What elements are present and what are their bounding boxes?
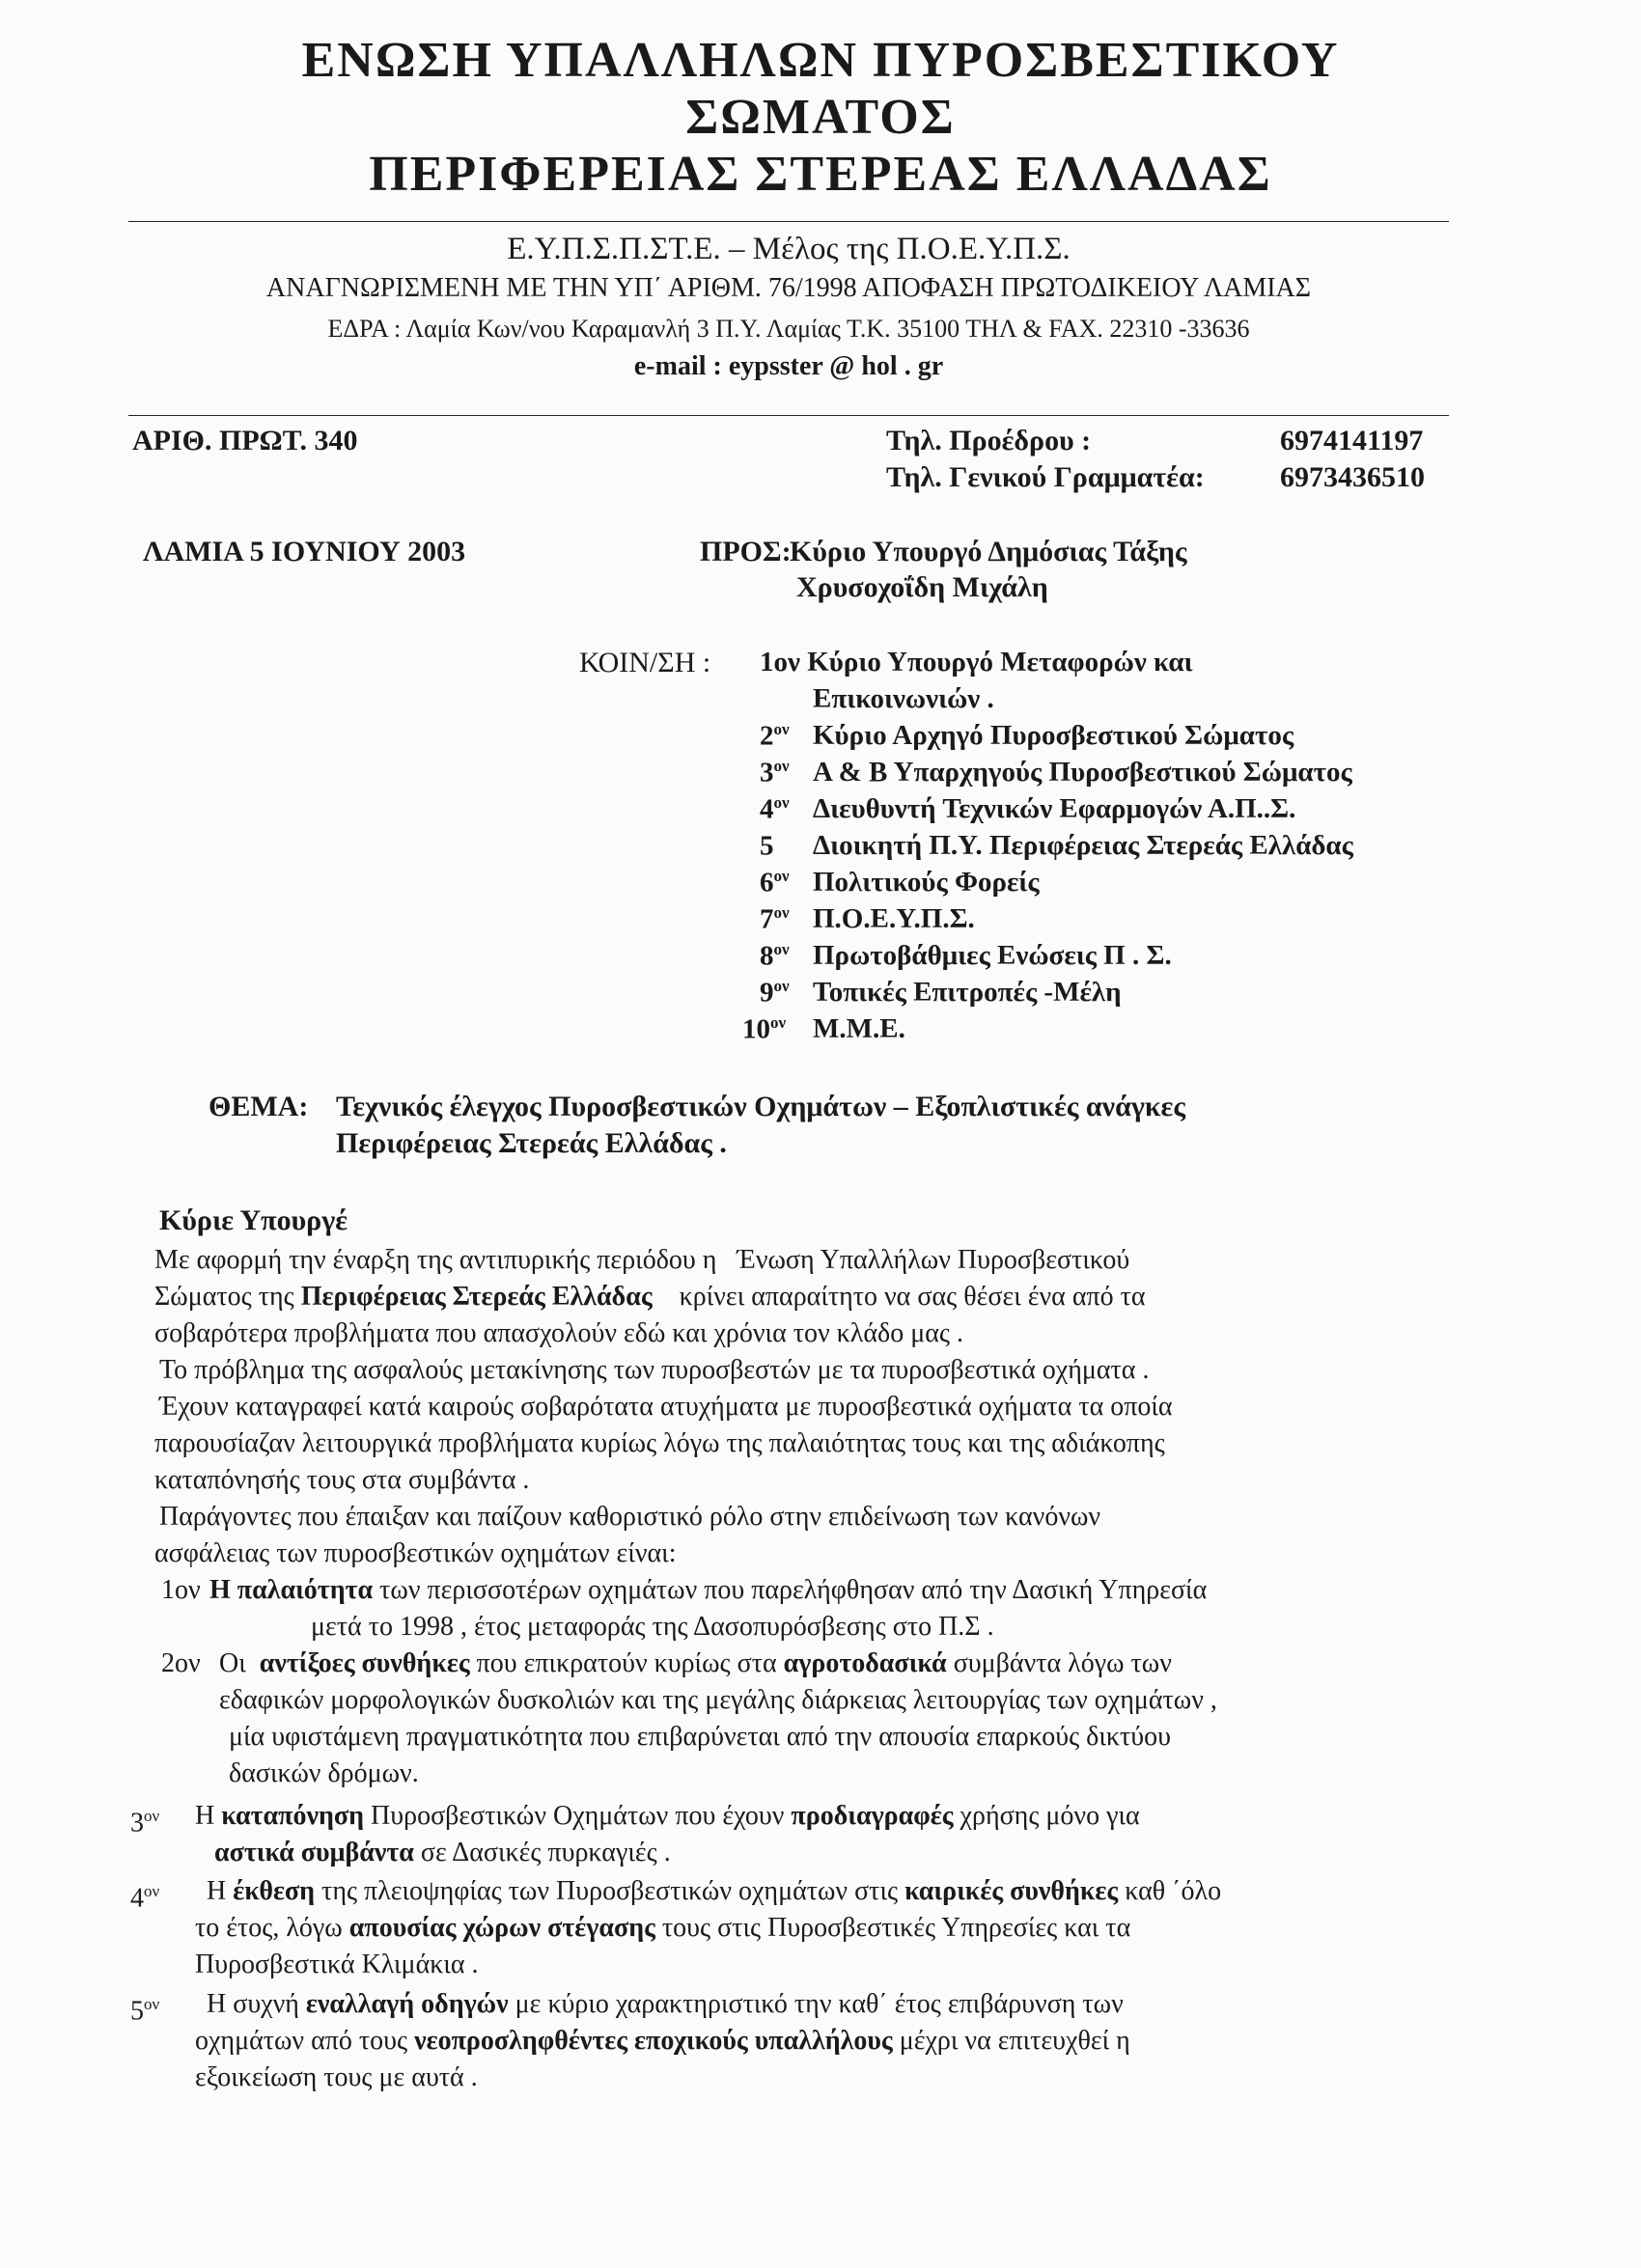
paragraph-4-line1: Παράγοντες που έπαιξαν και παίζουν καθοριστικό ρόλο στην επιδείνωση των κανόνων: [159, 1502, 1101, 1532]
cc-number: $9^{o\nu}$: [760, 977, 790, 1009]
paragraph-2: Το πρόβλημα της ασφαλούς μετακίνησης των πυροσβεστών με τα πυροσβεστικά οχήματα .: [159, 1355, 1150, 1385]
president-phone-label: Τηλ. Προέδρου :: [886, 425, 1092, 456]
salutation: Κύριε Υπουργέ: [159, 1204, 348, 1236]
email-line: e-mail : eypsster @ hol . gr: [633, 351, 944, 381]
letter-date: ΛΑΜΙΑ 5 ΙΟΥΝΙΟΥ 2003: [143, 536, 466, 567]
subject-label: ΘΕΜΑ:: [209, 1091, 309, 1122]
secretary-phone-label: Τηλ. Γενικού Γραμματέα:: [886, 461, 1205, 493]
paragraph-3-line1: Έχουν καταγραφεί κατά καιρούς σοβαρότατα ατυχήματα με πυροσβεστικά οχήματα τα οποία: [159, 1392, 1173, 1422]
paragraph-1-line2: Σώματος της Περιφέρειας Στερεάς Ελλάδας κρίνει απαραίτητο να σας θέσει ένα από τα: [154, 1282, 1146, 1312]
cc-number: 5: [760, 830, 774, 862]
paragraph-3-line3: καταπόνησής τους στα συμβάντα .: [154, 1465, 530, 1495]
cc-text: Α & Β Υπαρχηγούς Πυροσβεστικού Σώματος: [813, 757, 1352, 788]
cc-number: $7^{o\nu}$: [760, 903, 790, 935]
org-title-line1: ΕΝΩΣΗ ΥΠΑΛΛΗΛΩΝ ΠΥΡΟΣΒΕΣΤΙΚΟΥ: [301, 33, 1340, 88]
cc-label: ΚΟΙΝ/ΣΗ :: [579, 647, 711, 678]
item-number: 2ον: [161, 1648, 201, 1678]
cc-number: $8^{o\nu}$: [760, 940, 790, 972]
to-label: ΠΡΟΣ:: [700, 536, 792, 567]
registration-line: ΑΝΑΓΝΩΡΙΣΜΕΝΗ ΜΕ ΤΗΝ ΥΠ΄ ΑΡΙΘΜ. 76/1998 ΑΠΟΦΑΣΗ ΠΡΩΤΟΔΙΚΕΙΟΥ ΛΑΜΙΑΣ: [265, 273, 1312, 303]
paragraph-3-line2: παρουσίαζαν λειτουργικά προβλήματα κυρίως λόγω της παλαιότητας τους και της αδιάκοπης: [154, 1428, 1165, 1458]
item-number: $4^{o\nu}$: [130, 1882, 160, 1914]
cc-text: Πολιτικούς Φορείς: [813, 867, 1040, 898]
cc-number: $6^{o\nu}$: [760, 867, 790, 899]
to-recipient-line2: Χρυσοχοΐδη Μιχάλη: [796, 571, 1048, 603]
cc-recipient-1-cont: Επικοινωνιών .: [813, 683, 994, 714]
item-text: Η συχνή εναλλαγή οδηγών με κύριο χαρακτηριστικό την καθ΄ έτος επιβάρυνση των οχημάτων από τους νεοπροσληφθέντες εποχικούς υπαλλήλους μέχρι να επιτευχθεί η εξοικείωση τους με αυτά .: [195, 1989, 1130, 2092]
cc-number: $2^{o\nu}$: [760, 720, 790, 752]
header-rule-top: [128, 221, 1449, 222]
to-recipient-line1: Κύριο Υπουργό Δημόσιας Τάξης: [790, 536, 1187, 567]
cc-text: Διοικητή Π.Υ. Περιφέρειας Στερεάς Ελλάδας: [813, 830, 1353, 861]
cc-number: $10^{o\nu}$: [742, 1013, 787, 1045]
subject-line2: Περιφέρειας Στερεάς Ελλάδας .: [336, 1127, 727, 1159]
president-phone: 6974141197: [1280, 425, 1424, 456]
item-text: Η καταπόνηση Πυροσβεστικών Οχημάτων που έχουν προδιαγραφές χρήσης μόνο για αστικά συμβάντα σε Δασικές πυρκαγιές .: [195, 1801, 1140, 1867]
item-number: $5^{o\nu}$: [130, 1995, 160, 2027]
protocol-number: ΑΡΙΘ. ΠΡΩΤ. 340: [132, 425, 358, 456]
header-rule-bottom: [128, 415, 1449, 416]
letter-body: [154, 1242, 1453, 1572]
cc-text: Π.Ο.Ε.Υ.Π.Σ.: [813, 903, 975, 934]
item-number: $3^{o\nu}$: [130, 1807, 160, 1839]
cc-recipient-1: 1ον Κύριο Υπουργό Μεταφορών και: [760, 647, 1193, 678]
cc-text: Τοπικές Επιτροπές -Μέλη: [813, 977, 1122, 1008]
cc-text: Μ.Μ.Ε.: [813, 1013, 905, 1044]
org-title-line3: ΠΕΡΙΦΕΡΕΙΑΣ ΣΤΕΡΕΑΣ ΕΛΛΑΔΑΣ: [369, 147, 1272, 202]
item-text: Η έκθεση της πλειοψηφίας των Πυροσβεστικών οχημάτων στις καιρικές συνθήκες καθ ΄όλο το έτος, λόγω απουσίας χώρων στέγασης τους στις Πυροσβεστικές Υπηρεσίες και τα Πυροσβεστικά Κλιμάκια .: [195, 1876, 1222, 1979]
item-text: Οι αντίξοες συνθήκες που επικρατούν κυρίως στα αγροτοδασικά συμβάντα λόγω των εδαφικών μορφολογικών δυσκολιών και της μεγάλης διάρκειας λειτουργίας των οχημάτων , μία υφιστάμενη πραγματικότητα που επιβαρύνεται από την απουσία επαρκούς δικτύου δασικών δρόμων.: [219, 1648, 1217, 1788]
paragraph-1-line3: σοβαρότερα προβλήματα που απασχολούν εδώ και χρόνια τον κλάδο μας .: [154, 1318, 963, 1348]
secretary-phone: 6973436510: [1280, 461, 1425, 493]
cc-number: $3^{o\nu}$: [760, 757, 790, 788]
cc-text: Διευθυντή Τεχνικών Εφαρμογών Α.Π..Σ.: [813, 793, 1296, 824]
subject-line1: Τεχνικός έλεγχος Πυροσβεστικών Οχημάτων – Εξοπλιστικές ανάγκες: [336, 1091, 1185, 1122]
cc-text: Πρωτοβάθμιες Ενώσεις Π . Σ.: [813, 940, 1172, 971]
cc-number: $4^{o\nu}$: [760, 793, 790, 825]
item-number: 1ον: [161, 1575, 201, 1605]
org-title-line2: ΣΩΜΑΤΟΣ: [685, 90, 956, 145]
membership-line: Ε.Υ.Π.Σ.Π.ΣΤ.Ε. – Μέλος της Π.Ο.Ε.Υ.Π.Σ.: [507, 232, 1071, 266]
cc-text: Κύριο Αρχηγό Πυροσβεστικού Σώματος: [813, 720, 1294, 751]
item-text: Η παλαιότητα των περισσοτέρων οχημάτων που παρελήφθησαν από την Δασική Υπηρεσία μετά το 1998 , έτος μεταφοράς της Δασοπυρόσβεσης στο Π.Σ .: [209, 1575, 1208, 1642]
paragraph-1-line1: Με αφορμή την έναρξη της αντιπυρικής περιόδου η Ένωση Υπαλλήλων Πυροσβεστικού: [154, 1245, 1130, 1275]
seat-address-line: ΕΔΡΑ : Λαμία Κων/νου Καραμανλή 3 Π.Υ. Λαμίας Τ.Κ. 35100 ΤΗΛ & FAX. 22310 -33636: [327, 315, 1250, 343]
paragraph-4-line2: ασφάλειας των πυροσβεστικών οχημάτων είναι:: [154, 1538, 677, 1568]
